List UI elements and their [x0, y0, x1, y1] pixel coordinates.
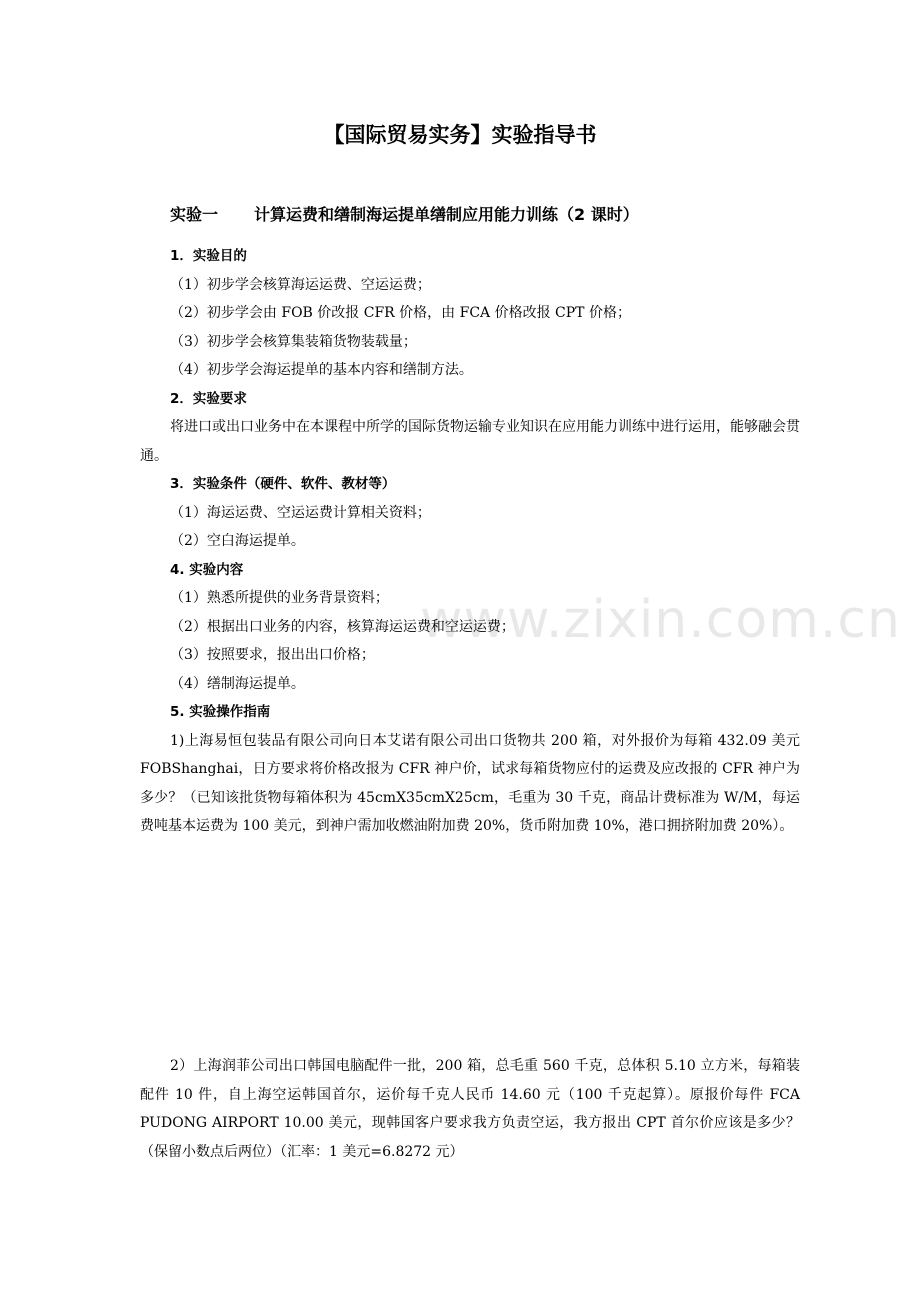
list-item: （3）初步学会核算集装箱货物装载量；: [170, 333, 417, 350]
watermark: www.zixin.com.cn: [420, 590, 901, 650]
section-heading-guide: 5. 实验操作指南: [170, 704, 271, 720]
list-item: （3）按照要求，报出出口价格；: [170, 647, 375, 663]
list-item: （2）初步学会由 FOB 价改报 CFR 价格，由 FCA 价格改报 CPT 价格；: [170, 305, 631, 321]
question-2-block: [140, 1052, 800, 1166]
experiment-heading: [170, 202, 810, 228]
list-item: （1）海运运费、空运运费计算相关资料；: [170, 504, 431, 521]
requirements-paragraph: 将进口或出口业务中在本课程中所学的国际货物运输专业知识在应用能力训练中进行运用，能够融会贯通。: [140, 419, 800, 464]
list-item: （4）缮制海运提单。: [170, 675, 305, 692]
section-heading-purpose: 1．实验目的: [170, 248, 247, 264]
list-item: （4）初步学会海运提单的基本内容和缮制方法。: [170, 362, 473, 378]
sections-block: [140, 242, 901, 841]
section-heading-requirements: 2．实验要求: [170, 390, 247, 407]
question-1-paragraph: 1)上海易恒包装品有限公司向日本艾诺有限公司出口货物共 200 箱，对外报价为每箱 432.09 美元 FOBShanghai，日方要求将价格改报为 CFR 神户价，试求每箱货物应付的运费及应改报的 CFR 神户为多少？（已知该批货物每箱体积为 45cmX35cmX25cm，毛重为 30 千克，商品计费标准为 W/M，每运费吨基本运费为 100 美元，到神户需加收燃油附加费 20%，货币附加费 10%，港口拥挤附加费 20%）。: [140, 732, 800, 834]
document-title: 【国际贸易实务】实验指导书: [323, 123, 597, 147]
list-item: （2）根据出口业务的内容，核算海运运费和空运运费；: [170, 618, 515, 635]
list-item: （1）初步学会核算海运运费、空运运费；: [170, 276, 431, 293]
list-item: （1）熟悉所提供的业务背景资料；: [170, 590, 389, 606]
list-item: （2）空白海运提单。: [170, 533, 305, 549]
section-heading-content: 4. 实验内容: [170, 561, 244, 578]
experiment-title: 计算运费和缮制海运提单缮制应用能力训练（2 课时）: [254, 205, 639, 224]
experiment-number: 实验一: [170, 205, 219, 224]
question-2-paragraph: 2）上海润菲公司出口韩国电脑配件一批，200 箱，总毛重 560 千克，总体积 5.10 立方米，每箱装配件 10 件，自上海空运韩国首尔，运价每千克人民币 14.60 元（100 千克起算）。原报价每件 FCA PUDONG AIRPORT 10.00 美元，现韩国客户要求我方负责空运，我方报出 CPT 首尔价应该是多少？（保留小数点后两位）（汇率：1 美元=6.8272 元）: [140, 1058, 800, 1160]
section-heading-conditions: 3．实验条件（硬件、软件、教材等）: [170, 476, 396, 492]
